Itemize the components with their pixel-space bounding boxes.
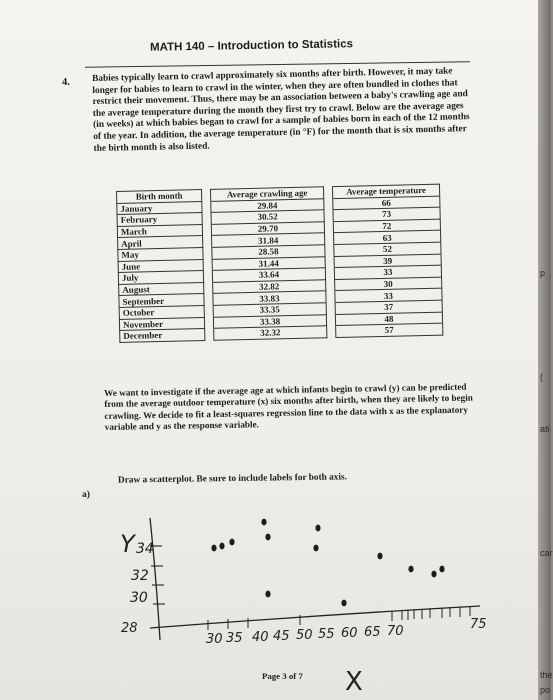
regression-paragraph: We want to investigate if the average age at which infants begin to crawl (y) can be predicted from the average outdoor temperature (x) six months after birth, when they are likely to begin crawling. We decide to fit a least-squares regression line to the data with x as the explanatory variable and y as the response variable. <box>104 381 473 433</box>
y-tick-34: 34 <box>136 541 154 557</box>
course-header: MATH 140 – Introduction to Statistics <box>149 38 354 54</box>
cell-birth-month: October <box>119 305 204 319</box>
x-tick-label: 40 <box>252 630 269 645</box>
cell-temperature: 37 <box>335 300 442 314</box>
cell-crawling-age: 29.70 <box>211 222 324 236</box>
x-tick-label: 55 <box>318 627 335 642</box>
cell-birth-month: June <box>118 259 203 273</box>
cell-crawling-age: 33.83 <box>213 291 326 305</box>
scatter-point <box>315 525 320 532</box>
x-tick-label: 45 <box>273 629 290 644</box>
scatter-point <box>261 519 266 526</box>
x-tick-label: 75 <box>470 617 487 632</box>
x-tick-label: 70 <box>387 624 404 639</box>
x-tick-label: 60 <box>341 626 358 641</box>
cell-crawling-age: 31.84 <box>212 233 325 247</box>
cell-temperature: 66 <box>333 196 440 210</box>
cell-birth-month: November <box>119 317 204 331</box>
cell-crawling-age: 32.32 <box>214 326 327 340</box>
header-temperature: Average temperature <box>332 184 439 198</box>
y-tick-30: 30 <box>130 590 148 606</box>
x-tick-label: 35 <box>226 631 243 646</box>
edge-mark: p <box>540 268 546 278</box>
cell-temperature: 30 <box>335 277 442 291</box>
cell-temperature: 52 <box>334 242 441 256</box>
cell-crawling-age: 33.38 <box>213 314 326 328</box>
scatter-point <box>431 571 436 578</box>
scatter-point <box>265 534 270 541</box>
scatter-point <box>408 566 413 573</box>
y-axis-line <box>150 518 160 640</box>
cell-crawling-age: 31.44 <box>212 256 325 270</box>
edge-mark: po <box>540 685 551 695</box>
scatter-point <box>219 543 224 550</box>
cell-birth-month: May <box>118 248 203 262</box>
cell-temperature: 48 <box>335 312 442 326</box>
edge-mark: the <box>540 670 553 680</box>
cell-temperature: 57 <box>336 323 443 337</box>
x-tick-label: 30 <box>206 632 223 647</box>
page-footer: Page 3 of 7 <box>262 671 303 681</box>
part-a-label: a) <box>82 490 90 500</box>
y-tick-32: 32 <box>131 568 149 584</box>
adjacent-page-edge <box>538 0 551 700</box>
cell-temperature: 72 <box>333 219 440 233</box>
cell-crawling-age: 33.64 <box>212 268 325 282</box>
cell-crawling-age: 28.58 <box>212 245 325 259</box>
scatter-point <box>229 539 234 546</box>
x-tick-label: 65 <box>364 625 381 640</box>
cell-temperature: 73 <box>333 207 440 221</box>
cell-temperature: 33 <box>334 265 441 279</box>
cell-birth-month: April <box>118 236 203 250</box>
scatter-point <box>313 545 318 552</box>
scatter-point <box>377 553 382 560</box>
y-tick-28: 28 <box>121 621 138 636</box>
cell-crawling-age: 33.35 <box>213 303 326 317</box>
cell-crawling-age: 32.82 <box>213 280 326 294</box>
x-axis-label: X <box>345 667 363 697</box>
scatter-points <box>211 519 444 607</box>
header-crawling-age: Average crawling age <box>210 187 323 201</box>
question-text: Babies typically learn to crawl approximately six months after birth. However, it may take longer for babies to learn to crawl in the winter, when they are often bundled in clothes that restrict their movement. Thus, there may be an association between a baby's crawling age and the average temperature during the month they first try to crawl. Below are the average ages (in weeks) at which babies began to crawl for a sample of babies born in each of the 12 months of the year. In addition, the average temperature (in °F) for the month that is six months after the birth month is also listed. <box>92 66 470 154</box>
y-axis-label: Y <box>120 530 135 558</box>
cell-crawling-age: 30.52 <box>211 210 324 224</box>
cell-temperature: 39 <box>334 254 441 268</box>
cell-birth-month: July <box>118 271 203 285</box>
scatter-point <box>341 600 346 607</box>
header-birth-month: Birth month <box>117 190 202 204</box>
cell-birth-month: March <box>117 224 202 238</box>
cell-crawling-age: 29.84 <box>211 198 324 212</box>
edge-mark: ati <box>540 424 550 434</box>
cell-temperature: 33 <box>335 288 442 302</box>
part-a-prompt: Draw a scatterplot. Be sure to include labels for both axis. <box>117 472 348 486</box>
question-number: 4. <box>62 77 70 88</box>
cell-birth-month: September <box>119 294 204 308</box>
scatter-point <box>265 591 270 598</box>
cell-temperature: 63 <box>334 231 441 245</box>
x-tick-label: 50 <box>296 628 313 643</box>
cell-birth-month: December <box>120 329 205 343</box>
cell-birth-month: February <box>117 213 202 227</box>
edge-mark: car <box>540 548 553 558</box>
cell-birth-month: August <box>119 282 204 296</box>
edge-mark: ( <box>540 372 543 382</box>
scatter-point <box>439 566 444 573</box>
scatter-point <box>211 545 216 552</box>
cell-birth-month: January <box>117 201 202 215</box>
